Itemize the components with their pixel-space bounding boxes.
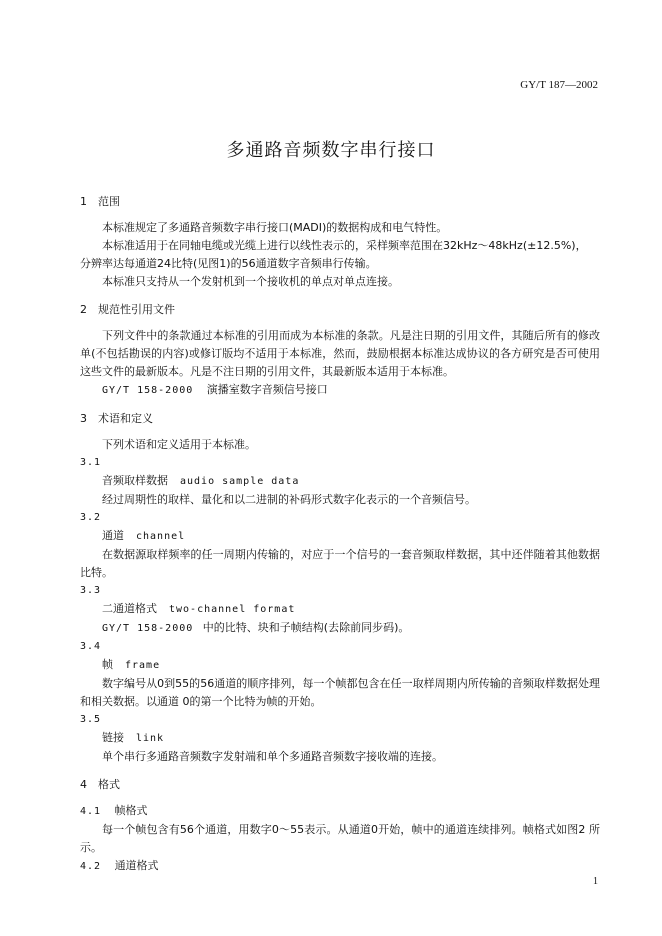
term-definition: 在数据源取样频率的任一周期内传输的，对应于一个信号的一套音频取样数据，其中还伴随着其他数据比特。 [80,548,600,579]
section-number: 1 [80,195,87,208]
section-title: 规范性引用文件 [98,303,175,316]
term-number: 3.4 [80,641,102,652]
paragraph: 下列术语和定义适用于本标准。 [102,438,256,451]
term-definition [80,619,600,638]
term-en: two-channel format [169,604,296,615]
standard-code: GY/T 187—2002 [520,79,598,91]
term-zh: 二通道格式 [102,602,157,615]
term-definition: 单个串行多通路音频数字发射端和单个多通路音频数字接收端的连接。 [102,750,443,763]
term-en: audio sample data [180,476,300,487]
section-title: 范围 [98,195,120,208]
term-entry [80,729,600,748]
reference-code: GY/T 158-2000 [102,623,194,634]
term-zh: 音频取样数据 [102,474,168,487]
term-entry [80,527,600,546]
section-number: 2 [80,303,87,316]
subsection-heading [80,802,600,821]
term-definition: 经过周期性的取样、量化和以二进制的补码形式数字化表示的一个音频信号。 [102,493,476,506]
term-entry [80,656,600,675]
section-heading-4 [80,776,600,794]
reference-code: GY/T 158-2000 [102,385,194,396]
term-number: 3.2 [80,512,102,523]
page-number: 1 [593,876,598,887]
paragraph: 本标准只支持从一个发射机到一个接收机的单点对单点连接。 [102,275,399,288]
term-number: 3.3 [80,585,102,596]
paragraph: 本标准适用于在同轴电缆或光缆上进行以线性表示的，采样频率范围在32kHz～48kHz(±12.5%)， [102,239,587,252]
term-definition: 数字编号从0到55的56通道的顺序排列，每一个帧都包含在任一取样周期内所传输的音频取样数据处理和相关数据。以通道 0的第一个比特为帧的开始。 [80,677,600,708]
section-heading-3 [80,410,600,428]
term-number: 3.5 [80,714,102,725]
definition-text: 中的比特、块和子帧结构(去除前同步码)。 [202,621,410,634]
term-en: frame [125,660,161,671]
section-title: 术语和定义 [98,412,153,425]
term-entry [80,600,600,619]
paragraph: 每一个帧包含有56个通道，用数字0～55表示。从通道0开始，帧中的通道连续排列。帧格式如图2 所示。 [80,823,600,854]
term-en: link [136,733,165,744]
paragraph: 本标准规定了多通路音频数字串行接口(MADI)的数据构成和电气特性。 [102,221,448,234]
document-title: 多通路音频数字串行接口 [226,140,436,161]
subsection-number: 4.2 [80,861,102,872]
term-zh: 帧 [102,658,113,671]
document-body [80,193,600,876]
section-heading-1 [80,193,600,211]
subsection-title: 帧格式 [114,804,148,817]
term-entry [80,472,600,491]
term-en: channel [136,531,186,542]
section-title: 格式 [98,778,120,791]
section-number: 4 [80,778,87,791]
paragraph: 下列文件中的条款通过本标准的引用而成为本标准的条款。凡是注日期的引用文件，其随后所有的修改单(不包括勘误的内容)或修订版均不适用于本标准，然而，鼓励根据本标准达成协议的各方研究是否可使用这些文件的最新版本。凡是不注日期的引用文件，其最新版本适用于本标准。 [80,329,600,378]
paragraph: 分辨率达每通道24比特(见图1)的56通道数字音频串行传输。 [80,257,377,270]
subsection-title: 通道格式 [114,859,159,872]
reference-title: 演播室数字音频信号接口 [206,383,328,396]
subsection-number: 4.1 [80,806,102,817]
subsection-heading [80,857,600,876]
term-zh: 通道 [102,529,124,542]
section-heading-2 [80,301,600,319]
normative-reference [80,381,600,400]
term-zh: 链接 [102,731,124,744]
section-number: 3 [80,412,87,425]
term-number: 3.1 [80,457,102,468]
